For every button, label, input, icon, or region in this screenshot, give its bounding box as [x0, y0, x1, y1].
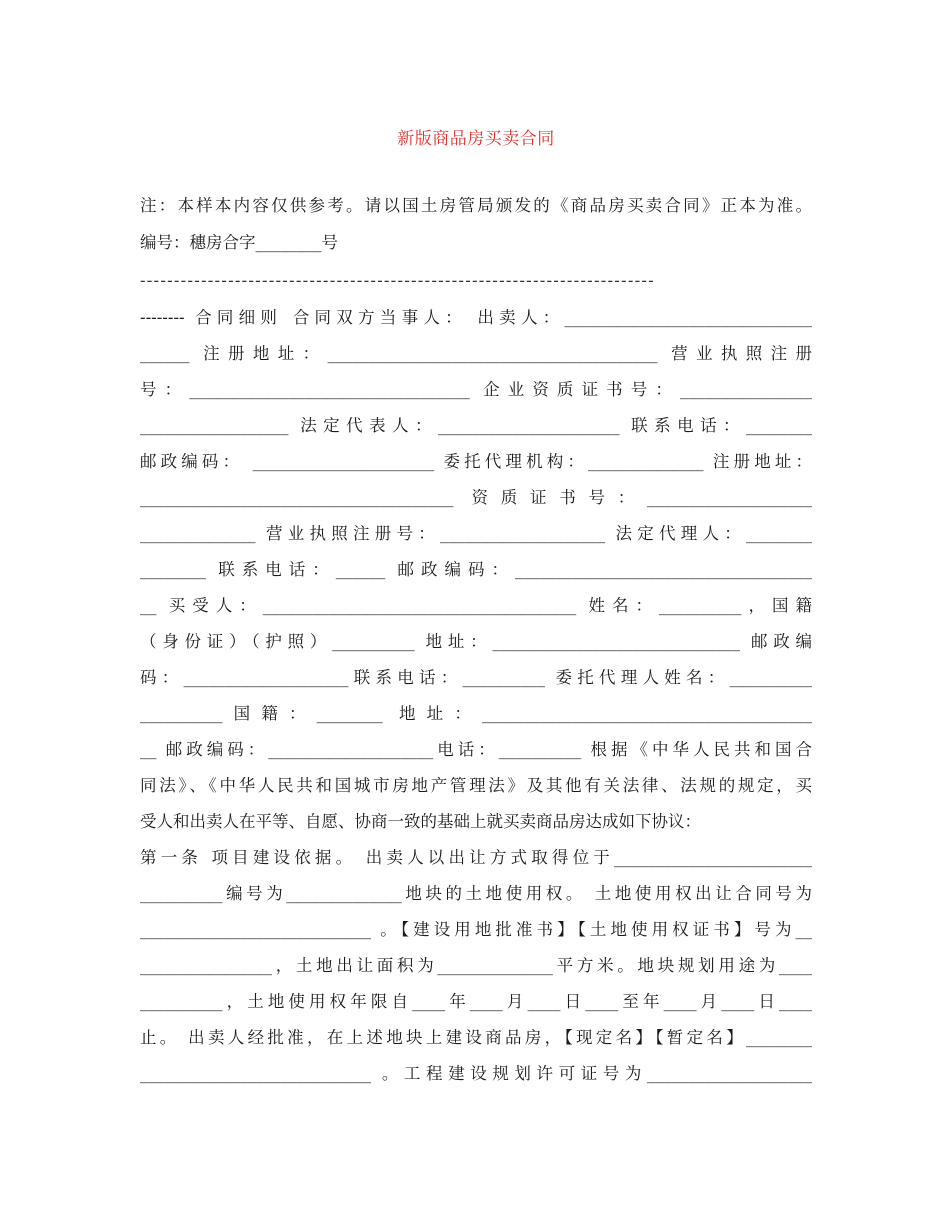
- text-line: 同法》、《中华人民共和国城市房地产管理法》及其他有关法律、法规的规定，买: [140, 776, 812, 795]
- text-line: 受人和出卖人在平等、自愿、协商一致的基础上就买卖商品房达成如下协议：: [140, 812, 701, 831]
- text-line: ________ 联系电话：______ 邮政编码：____________________________________: [140, 560, 812, 579]
- text-line: 邮政编码： ______________________ 委托代理机构：______________ 注册地址：: [140, 452, 812, 471]
- document-page: [140, 0, 812, 1230]
- disclaimer-note: 注：本样本内容仅供参考。请以国土房管局颁发的《商品房买卖合同》正本为准。: [140, 196, 812, 215]
- text-line: __________编号为______________地块的土地使用权。 土地使用权出让合同号为: [140, 884, 812, 903]
- document-title: 新版商品房买卖合同: [397, 129, 555, 149]
- text-line: 号：__________________________________ 企业资质证书号：________________: [140, 380, 812, 399]
- text-line: 止。 出卖人经批准，在上述地块上建设商品房，【现定名】【暂定名】________: [140, 1028, 812, 1047]
- text-line: -------- 合同细则 合同双方当事人： 出卖人：______________________________: [140, 308, 812, 327]
- text-line: __ 买受人：______________________________________ 姓名：__________，国籍: [140, 596, 812, 615]
- text-line: __________________ 法定代表人：______________________ 联系电话：________: [140, 416, 812, 435]
- text-line: ____________________________ 。工程建设规划许可证号为____________________: [140, 1064, 812, 1083]
- text-line: ______________ 营业执照注册号：____________________ 法定代理人：________: [140, 524, 812, 543]
- text-line: ______ 注册地址：________________________________________ 营业执照注册: [140, 344, 812, 363]
- text-line: __ 邮政编码：____________________电话：__________ 根据《中华人民共和国合: [140, 740, 812, 759]
- text-line: ________________，土地出让面积为______________平方米。地块规划用途为____: [140, 956, 812, 975]
- article-one-heading-line: 第一条 项目建设依据。 出卖人以出让方式取得位于________________________: [140, 848, 812, 867]
- separator-dashes: ----------------------------------------------------------------------------: [140, 271, 655, 290]
- text-line: 码：____________________联系电话：__________ 委托代理人姓名：__________: [140, 668, 812, 687]
- contract-number-line: 编号：穗房合字________号: [140, 233, 338, 252]
- text-line: （身份证）（护照）__________ 地址：______________________________ 邮政编: [140, 632, 812, 651]
- text-line: __________国籍：________ 地址：________________________________________: [140, 704, 812, 723]
- text-line: __________，土地使用权年限自____年____月____日____至年____月____日____: [140, 992, 812, 1011]
- text-line: ____________________________ 。【建设用地批准书】【土地使用权证书】号为__: [140, 920, 812, 939]
- text-line: ______________________________________ 资质证书号：____________________: [140, 488, 812, 507]
